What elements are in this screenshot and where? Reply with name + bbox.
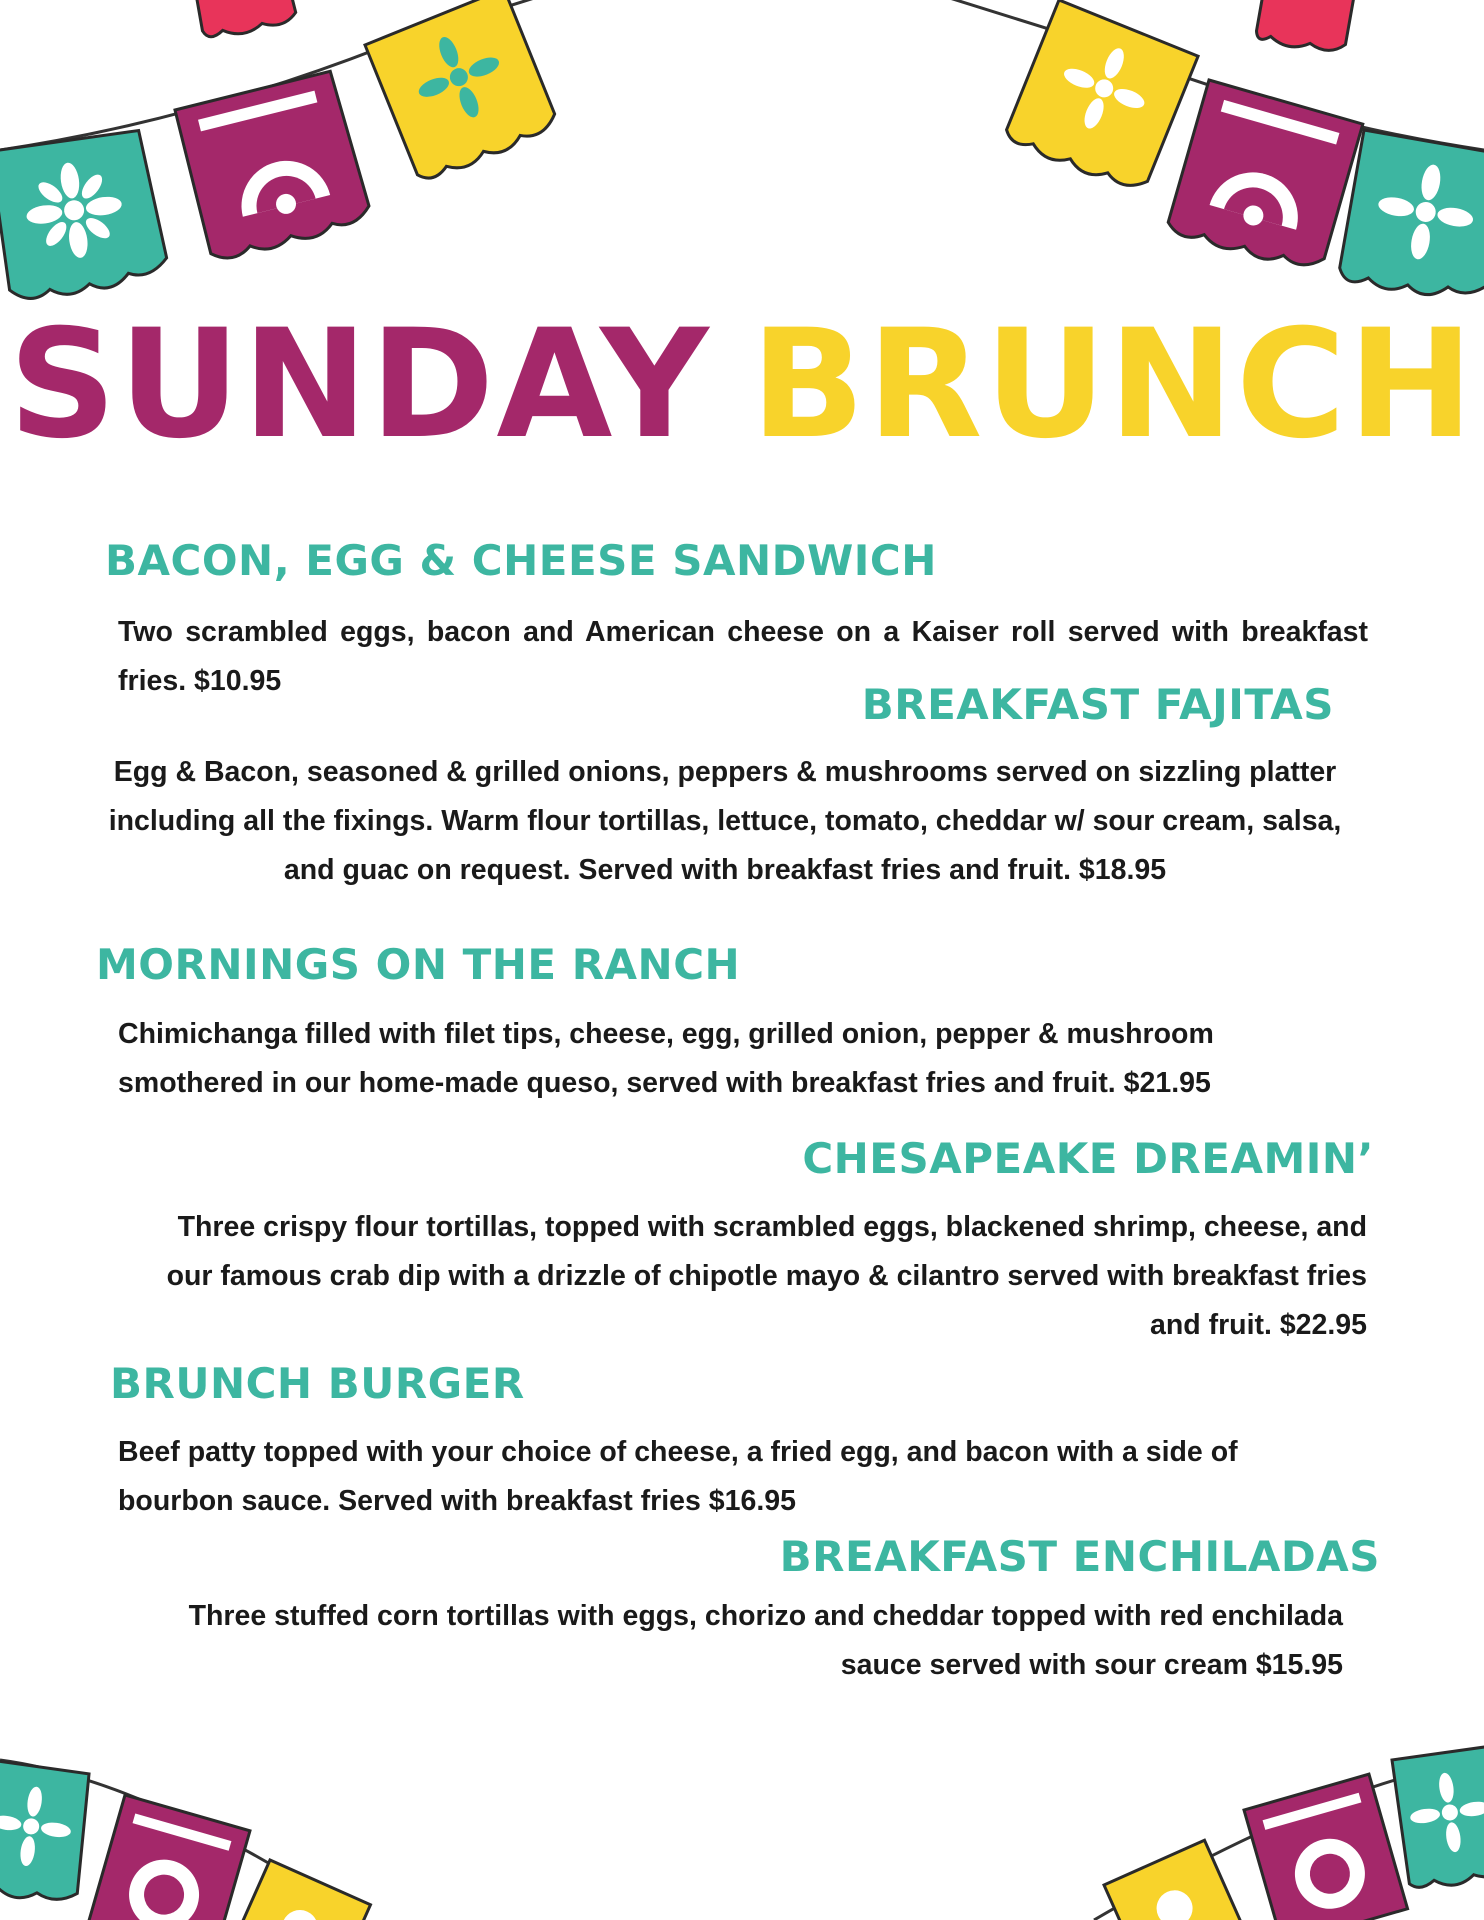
item-desc-breakfast-enchiladas: Three stuffed corn tortillas with eggs, chorizo and cheddar topped with red enchilada sauce served with sour cream $15.95 bbox=[188, 1600, 1343, 1681]
papel-picado-bunting-top-right bbox=[924, 0, 1484, 320]
item-name-brunch-burger: BRUNCH BURGER bbox=[110, 1359, 525, 1408]
menu-title bbox=[0, 298, 1484, 472]
papel-picado-bunting-bottom-right bbox=[1004, 1720, 1484, 1920]
title-word-brunch: BRUNCH bbox=[750, 298, 1476, 472]
item-desc-chesapeake-dreamin: Three crispy flour tortillas, topped with scrambled eggs, blackened shrimp, cheese, and our famous crab dip with a drizzle of chipotle mayo & cilantro served with breakfast fries and fruit. $22.95 bbox=[166, 1211, 1367, 1341]
item-name-breakfast-fajitas: BREAKFAST FAJITAS bbox=[861, 680, 1334, 729]
title-word-sunday: SUNDAY bbox=[8, 298, 711, 472]
papel-picado-bunting-top-left bbox=[0, 0, 560, 320]
item-name-chesapeake-dreamin: CHESAPEAKE DREAMIN’ bbox=[802, 1134, 1374, 1183]
item-name-bacon-egg-cheese: BACON, EGG & CHEESE SANDWICH bbox=[105, 536, 937, 585]
item-name-mornings-on-the-ranch: MORNINGS ON THE RANCH bbox=[96, 940, 741, 989]
item-desc-brunch-burger: Beef patty topped with your choice of cheese, a fried egg, and bacon with a side of bourbon sauce. Served with breakfast fries $16.95 bbox=[118, 1436, 1238, 1517]
papel-picado-bunting-bottom-left bbox=[0, 1720, 400, 1920]
item-name-breakfast-enchiladas: BREAKFAST ENCHILADAS bbox=[779, 1532, 1380, 1581]
item-desc-bacon-egg-cheese: Two scrambled eggs, bacon and American cheese on a Kaiser roll served with breakfast fries. $10.95 bbox=[118, 616, 1368, 697]
item-desc-mornings-on-the-ranch: Chimichanga filled with filet tips, cheese, egg, grilled onion, pepper & mushroom smothered in our home-made queso, served with breakfast fries and fruit. $21.95 bbox=[118, 1018, 1214, 1099]
item-desc-breakfast-fajitas: Egg & Bacon, seasoned & grilled onions, peppers & mushrooms served on sizzling platter including all the fixings. Warm flour tortillas, lettuce, tomato, cheddar w/ sour cream, salsa, and guac on request. Served with breakfast fries and fruit. $18.95 bbox=[108, 756, 1342, 886]
